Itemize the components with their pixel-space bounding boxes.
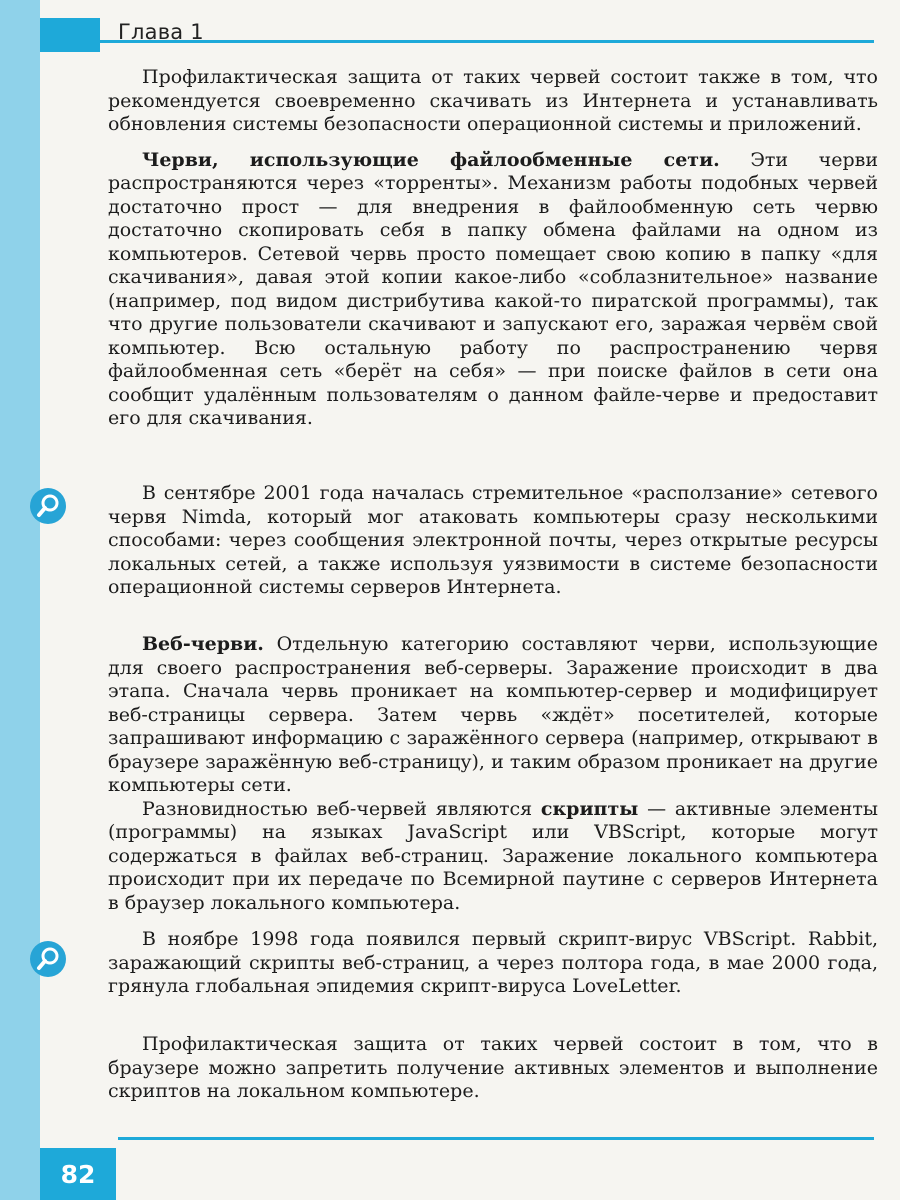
paragraph-prevention-browser: Профилактическая защита от таких червей состоит в том, что в браузере можно запретить получение активных элементов и выполнение скриптов на локальном компьютере. [108, 1033, 878, 1102]
term-scripts: скрипты [540, 797, 639, 820]
paragraph-prevention-updates: Профилактическая защита от таких червей состоит также в том, что рекомендуется своевременно скачивать из Интернета и устанавливать обновления системы безопасности операционной системы и приложений. [108, 66, 878, 135]
term-web-worms: Веб-черви. [142, 633, 264, 655]
header-rule [100, 40, 874, 43]
page-margin-band [0, 0, 40, 1200]
paragraph-scripts [108, 798, 878, 916]
text-block-1 [108, 66, 878, 431]
paragraph-loveletter-example: В ноябре 1998 года появился первый скрипт-вирус VBScript. Rabbit, заражающий скрипты веб-страниц, а через полтора года, в мае 2000 года, грянула глобальная эпидемия скрипт-вируса LoveLetter. [108, 928, 878, 997]
text-block-4 [108, 928, 878, 999]
term-filesharing-worms: Черви, использующие файлообменные сети. [142, 148, 720, 171]
text-block-3 [108, 633, 878, 915]
paragraph-scripts-after: — активные элементы (программы) на языках JavaScript или VBScript, которые могут содержаться в файлах веб-страниц. Заражение локального компьютера происходит при их передаче по Всемирной паутине с серверов Интернета в браузер локального компьютера. [108, 797, 878, 914]
magnifier-icon [30, 941, 66, 977]
chapter-title: Глава 1 [118, 20, 204, 44]
page-number: 82 [40, 1148, 116, 1200]
paragraph-filesharing-worms [108, 149, 878, 431]
text-block-2 [108, 482, 878, 600]
paragraph-filesharing-text: Эти черви распространяются через «торренты». Механизм работы подобных червей достаточно прост — для внедрения в файлообменную сеть червю достаточно скопировать себя в папку обмена файлами на одном из компьютеров. Сетевой червь просто помещает свою копию в папку «для скачивания», давая этой копии какое-либо «соблазнительное» название (например, под видом дистрибутива какой-то пиратской программы), так что другие пользователи скачивают и запускают его, заражая червём свой компьютер. Всю остальную работу по распространению червя файлообменная сеть «берёт на себя» — при поиске файлов в сети она сообщит удалённым пользователям о данном файле-черве и предоставит его для скачивания. [108, 148, 878, 429]
paragraph-nimda-example: В сентябре 2001 года началась стремительное «расползание» сетевого червя Nimda, который мог атаковать компьютеры сразу несколькими способами: через сообщения электронной почты, через открытые ресурсы локальных сетей, а также используя уязвимости в системе безопасности операционной системы серверов Интернета. [108, 482, 878, 598]
footer-rule [118, 1137, 874, 1140]
paragraph-web-worms [108, 633, 878, 798]
header-tab [40, 18, 100, 52]
magnifier-icon [30, 488, 66, 524]
text-block-5 [108, 1033, 878, 1104]
paragraph-scripts-before: Разновидностью веб-червей являются [142, 797, 541, 820]
paragraph-web-worms-text: Отдельную категорию составляют черви, использующие для своего распространения веб-серверы. Заражение происходит в два этапа. Сначала червь проникает на компьютер-сервер и модифицирует веб-страницы сервера. Затем червь «ждёт» посетителей, которые запрашивают информацию с заражённого сервера (например, открывают в браузере заражённую веб-страницу), и таким образом проникает на другие компьютеры сети. [108, 633, 878, 796]
